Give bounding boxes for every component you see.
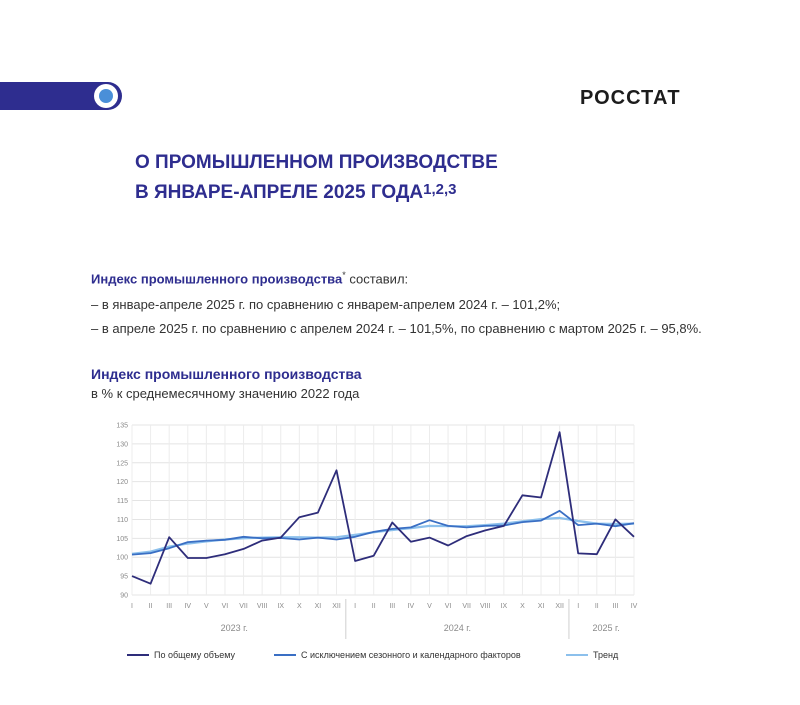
y-tick-130: 130 — [116, 441, 128, 449]
x-tick-2: III — [166, 603, 173, 610]
y-tick-135: 135 — [116, 422, 128, 430]
x-tick-27: IV — [630, 603, 638, 610]
x-tick-8: IX — [277, 603, 285, 610]
summary-line-2: – в апреле 2025 г. по сравнению с апрелем 2024 г. – 101,5%, по сравнению с мартом 2025 г. – 95,8%. — [91, 321, 702, 336]
series-line-2 — [132, 518, 634, 554]
year-label-0: 2023 г. — [220, 623, 248, 633]
title-footnotes: 1,2,3 — [423, 181, 457, 198]
summary-lead-bold: Индекс промышленного производства — [91, 271, 343, 287]
x-tick-3: IV — [184, 603, 192, 610]
x-tick-18: VII — [462, 603, 471, 610]
x-tick-25: II — [594, 603, 599, 610]
chart-title: Индекс промышленного производства — [91, 366, 362, 382]
x-tick-23: XII — [555, 603, 564, 610]
x-tick-11: XII — [332, 603, 341, 610]
title-line-2-text: В ЯНВАРЕ-АПРЕЛЕ 2025 ГОДА — [135, 182, 424, 203]
series-line-0 — [132, 432, 634, 584]
x-tick-22: XI — [537, 603, 545, 610]
x-tick-13: II — [371, 603, 376, 610]
y-tick-95: 95 — [120, 573, 128, 581]
x-tick-21: X — [520, 603, 525, 610]
summary-line-1: – в январе-апреле 2025 г. по сравнению с январем-апрелем 2024 г. – 101,2%; — [91, 297, 561, 312]
x-tick-24: I — [577, 603, 580, 610]
summary-lead-rest: составил: — [345, 271, 409, 287]
x-tick-5: VI — [221, 603, 229, 610]
y-tick-100: 100 — [116, 554, 128, 562]
x-tick-7: VIII — [256, 603, 268, 610]
title-line-1: О ПРОМЫШЛЕННОМ ПРОИЗВОДСТВЕ — [135, 152, 498, 173]
year-label-1: 2024 г. — [443, 623, 471, 633]
x-tick-6: VII — [239, 603, 248, 610]
y-tick-115: 115 — [116, 498, 128, 506]
x-tick-14: III — [389, 603, 396, 610]
y-tick-120: 120 — [116, 479, 128, 487]
x-tick-20: IX — [500, 603, 508, 610]
x-tick-26: III — [612, 603, 619, 610]
rosstat-logo: РОССТАТ — [580, 87, 681, 109]
chart-subtitle: в % к среднемесячному значению 2022 года — [91, 386, 360, 401]
y-tick-105: 105 — [116, 535, 128, 543]
y-tick-110: 110 — [116, 516, 128, 524]
y-tick-125: 125 — [116, 460, 128, 468]
x-tick-9: X — [296, 603, 302, 610]
x-tick-10: XI — [314, 603, 322, 610]
x-tick-19: VIII — [480, 603, 491, 610]
summary-lead-mark: * — [342, 270, 346, 280]
year-label-2: 2025 г. — [592, 623, 620, 633]
legend-label-2: Тренд — [593, 650, 619, 660]
legend-label-0: По общему объему — [154, 650, 236, 660]
x-tick-1: II — [148, 603, 153, 610]
x-tick-15: IV — [407, 603, 415, 610]
x-tick-0: I — [131, 603, 133, 610]
x-tick-16: V — [427, 603, 432, 610]
x-tick-12: I — [354, 603, 357, 610]
x-tick-4: V — [204, 603, 209, 610]
y-tick-90: 90 — [120, 592, 128, 600]
legend-label-1: С исключением сезонного и календарного факторов — [301, 650, 521, 660]
x-tick-17: VI — [444, 603, 452, 610]
